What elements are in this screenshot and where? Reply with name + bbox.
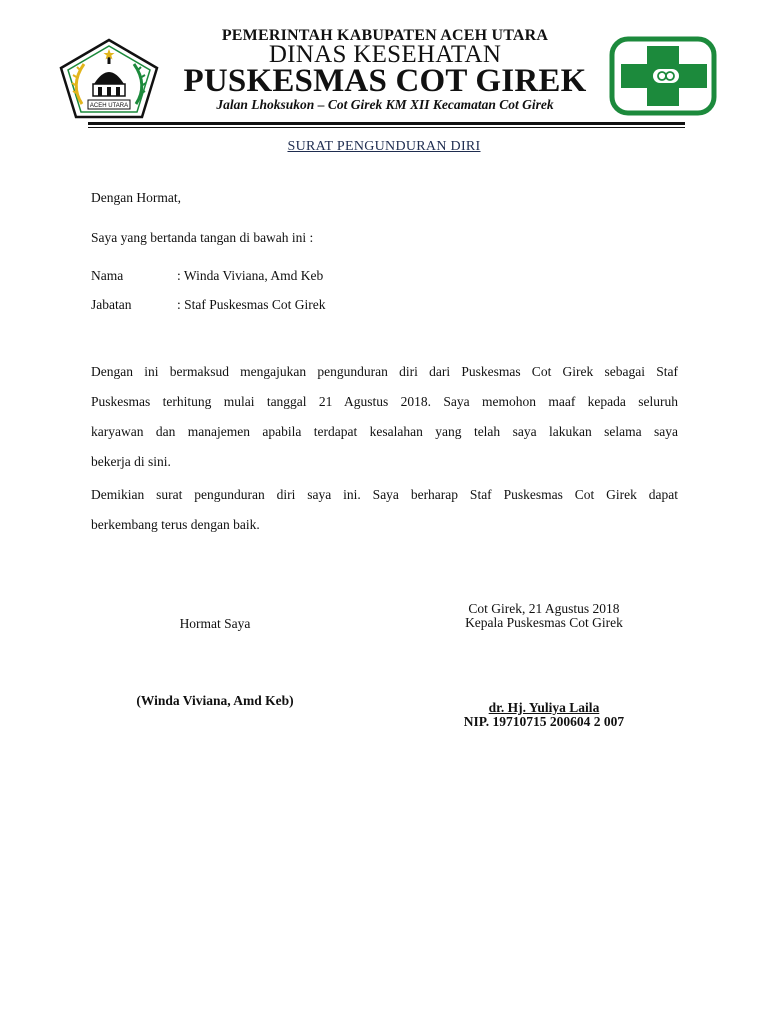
aceh-utara-emblem-icon: [58, 38, 160, 120]
head-role: Kepala Puskesmas Cot Girek: [465, 615, 623, 630]
letterhead-rule-thin: [88, 127, 685, 128]
paragraph-resignation: [91, 357, 678, 477]
head-name: dr. Hj. Yuliya Laila: [488, 700, 600, 715]
letterhead-department: DINAS KESEHATAN: [268, 41, 502, 68]
paragraph-closing: [91, 480, 678, 540]
greeting: Dengan Hormat,: [91, 190, 181, 205]
letterhead-institution: PUSKESMAS COT GIREK: [183, 63, 587, 99]
letterhead-rule-thick: [88, 122, 685, 125]
closing-salutation: Hormat Saya: [179, 616, 251, 631]
position-label: Jabatan: [91, 297, 132, 312]
letterhead-address: Jalan Lhoksukon – Cot Girek KM XII Kecamatan Cot Girek: [216, 97, 554, 112]
paragraph-line: karyawan dan manajemen apabila terdapat kesalahan yang telah saya lakukan selama saya: [91, 424, 678, 439]
emblem-label: ACEH UTARA: [89, 103, 129, 109]
paragraph-line: bekerja di sini.: [91, 454, 171, 469]
paragraph-line: Puskesmas terhitung mulai tanggal 21 Agustus 2018. Saya memohon maaf kepada seluruh: [91, 394, 678, 409]
paragraph-line: berkembang terus dengan baik.: [91, 517, 260, 532]
signer-name: (Winda Viviana, Amd Keb): [136, 693, 294, 708]
head-nip: NIP. 19710715 200604 2 007: [463, 714, 625, 729]
intro-sentence: Saya yang bertanda tangan di bawah ini :: [91, 230, 314, 245]
name-value: : Winda Viviana, Amd Keb: [177, 268, 324, 283]
letterhead-government: PEMERINTAH KABUPATEN ACEH UTARA: [221, 27, 549, 44]
puskesmas-cross-icon: [609, 36, 717, 116]
letter-title: SURAT PENGUNDURAN DIRI: [287, 139, 481, 154]
name-label: Nama: [91, 268, 124, 283]
position-value: : Staf Puskesmas Cot Girek: [177, 297, 326, 312]
paragraph-line: Demikian surat pengunduran diri saya ini. Saya berharap Staf Puskesmas Cot Girek dapat: [91, 487, 678, 502]
place-date: Cot Girek, 21 Agustus 2018: [468, 601, 620, 616]
paragraph-line: Dengan ini bermaksud mengajukan pengunduran diri dari Puskesmas Cot Girek sebagai Staf: [91, 364, 678, 379]
